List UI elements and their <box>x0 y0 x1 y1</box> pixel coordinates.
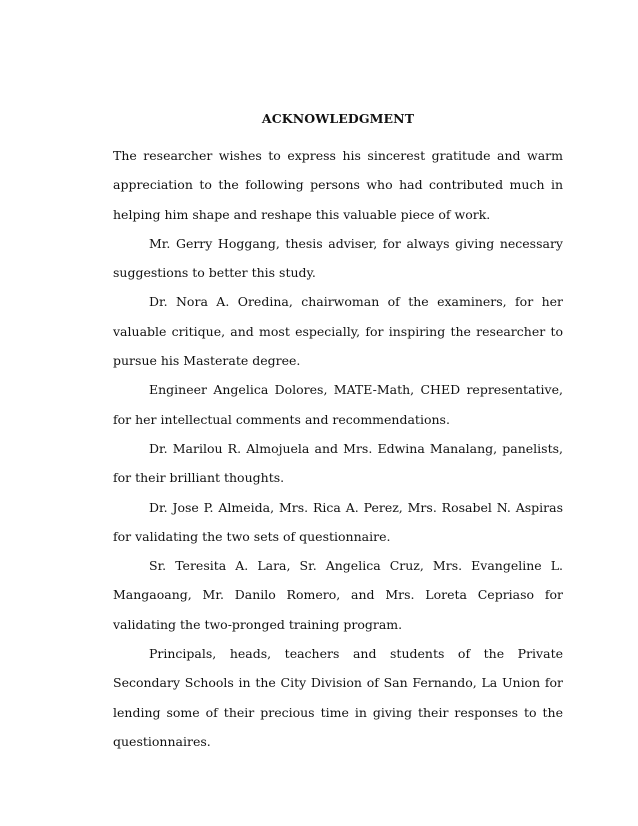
paragraph-chairwoman: Dr. Nora A. Oredina, chairwoman of the examiners, for her valuable critique, and most especially, for inspiring the researcher to pursue his Masterate degree. <box>113 294 563 369</box>
paragraph-panelists: Dr. Marilou R. Almojuela and Mrs. Edwina Manalang, panelists, for their brilliant thoughts. <box>113 440 563 486</box>
page-title: ACKNOWLEDGMENT <box>261 111 415 126</box>
paragraph-intro: The researcher wishes to express his sincerest gratitude and warm appreciation to the following persons who had contributed much in helping him shape and reshape this valuable piece of work. <box>113 148 563 222</box>
paragraph-ched-representative: Engineer Angelica Dolores, MATE-Math, CHED representative, for her intellectual comments and recommendations. <box>113 382 563 427</box>
paragraph-thesis-adviser: Mr. Gerry Hoggang, thesis adviser, for always giving necessary suggestions to better this study. <box>113 235 563 281</box>
paragraph-schools: Principals, heads, teachers and students of the Private Secondary Schools in the City Division of San Fernando, La Union for lending some of their precious time in giving their responses to the questionnaires. <box>113 646 563 749</box>
paragraph-training-validators: Sr. Teresita A. Lara, Sr. Angelica Cruz, Mrs. Evangeline L. Mangaoang, Mr. Danilo Romero, and Mrs. Loreta Cepriaso for validating the two-pronged training program. <box>113 558 563 632</box>
acknowledgment-body <box>113 141 563 756</box>
paragraph-questionnaire-validators: Dr. Jose P. Almeida, Mrs. Rica A. Perez, Mrs. Rosabel N. Aspiras for validating the two sets of questionnaire. <box>113 499 563 544</box>
